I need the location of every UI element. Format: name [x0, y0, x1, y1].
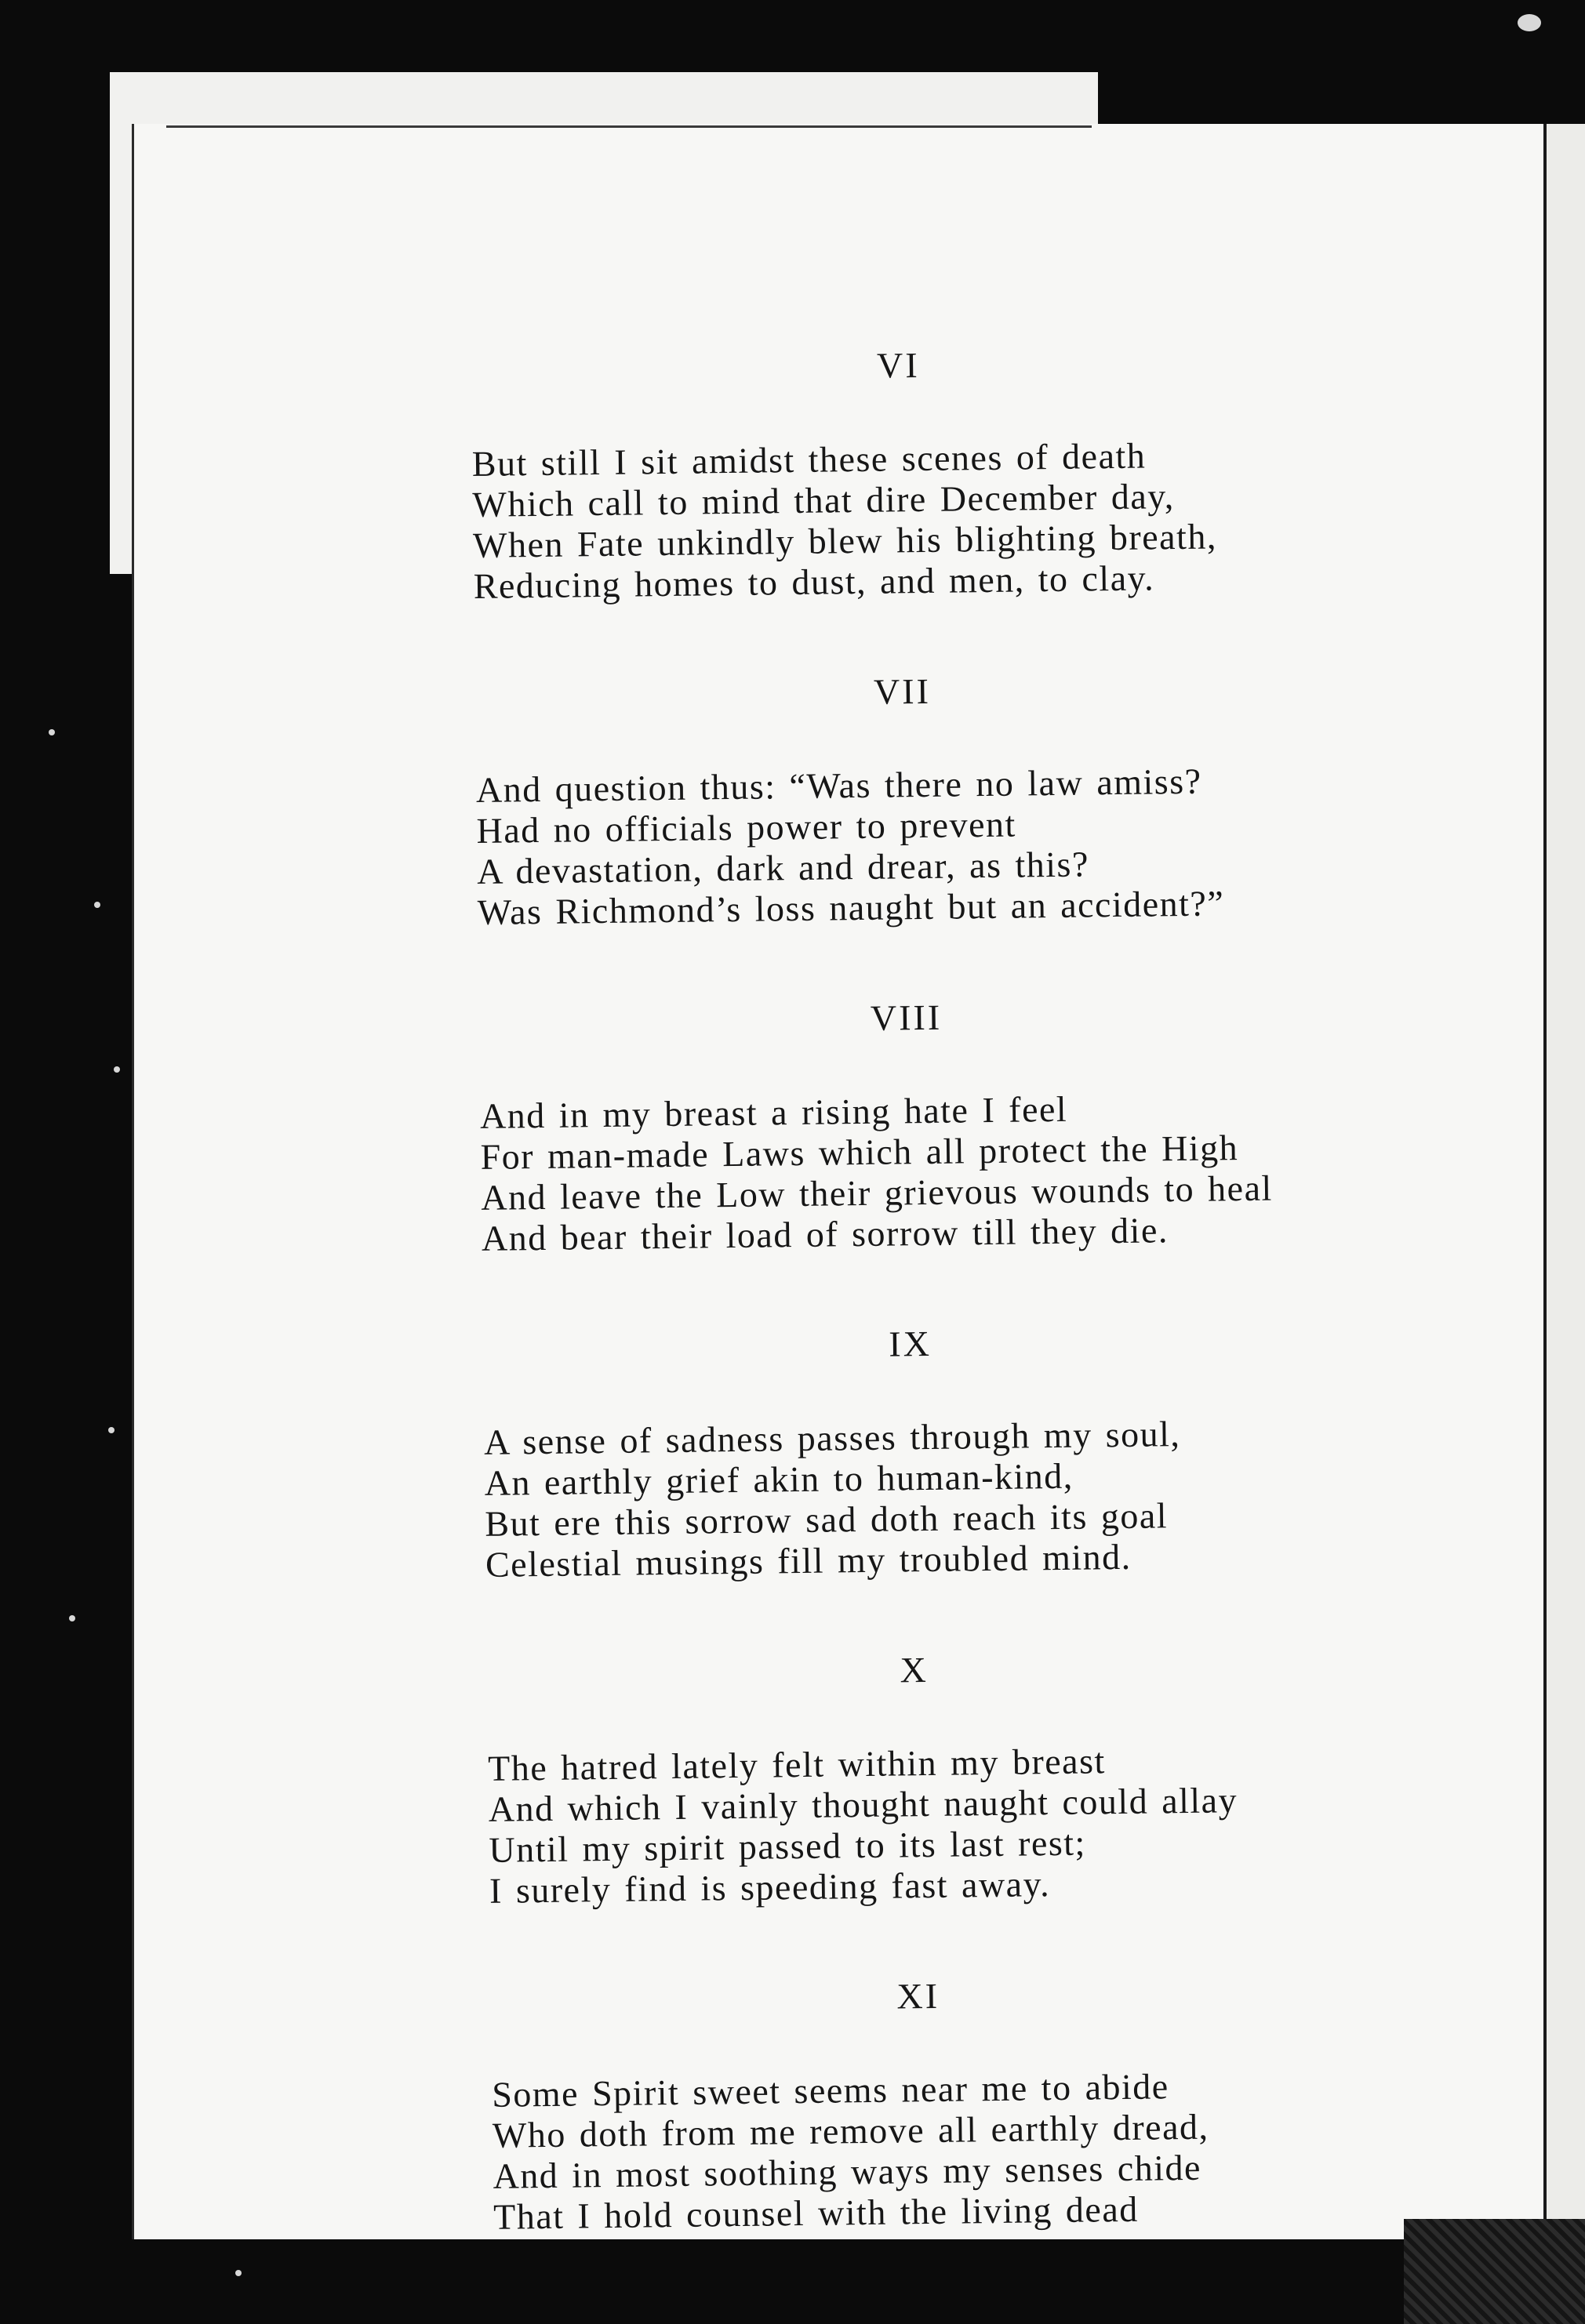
stanza-viii	[478, 985, 1501, 1259]
dust-speck	[108, 1427, 115, 1433]
verse-line: Some Spirit sweet seems near me to abide	[491, 2066, 1169, 2115]
dust-speck	[69, 1615, 75, 1621]
scan-border-noise	[1404, 2219, 1585, 2324]
verse-line: The hatred lately felt within my breast	[487, 1741, 1107, 1788]
stanza-numeral: VIII	[870, 997, 943, 1038]
page-top-edge	[166, 125, 1092, 128]
verse-line: And bear their load of sorrow till they die.	[481, 1210, 1169, 1258]
verse-line: And question thus: “Was there no law amiss?	[475, 761, 1202, 810]
stanza-numeral: X	[900, 1649, 929, 1690]
verse-line: A devastation, dark and drear, as this?	[476, 844, 1090, 891]
dust-speck	[114, 1066, 120, 1073]
verse-line: Which call to mind that dire December day,	[472, 476, 1175, 525]
verse-line: That I hold counsel with the living dead	[493, 2188, 1139, 2237]
verse-line: But ere this sorrow sad doth reach its goal	[485, 1495, 1169, 1544]
verse-line: And which I vainly thought naught could allay	[488, 1780, 1238, 1829]
dust-speck	[94, 902, 100, 908]
verse-line: And leave the Low their grievous wounds to heal	[480, 1167, 1274, 1218]
stanza-vii	[474, 659, 1497, 933]
verse-line: A sense of sadness passes through my soul,	[483, 1414, 1181, 1462]
stanza-vi	[471, 332, 1493, 607]
stanza-x	[486, 1637, 1509, 1912]
next-page-edge	[1543, 124, 1585, 2239]
verse-line: Who doth from me remove all earthly dread,	[492, 2106, 1209, 2155]
stanza-numeral: XI	[896, 1975, 940, 2017]
verse-line: For man-made Laws which all protect the High	[480, 1128, 1239, 1177]
stanza-numeral: IX	[889, 1323, 932, 1364]
verse-line: When Fate unkindly blew his blighting breath,	[472, 516, 1218, 565]
stanza-numeral: VII	[873, 670, 932, 712]
stanza-numeral: VI	[876, 345, 920, 386]
dust-speck	[235, 2270, 242, 2276]
verse-line: I surely find is speeding fast away.	[489, 1864, 1051, 1911]
dust-speck	[1518, 14, 1541, 31]
verse-line: Celestial musings fill my troubled mind.	[485, 1536, 1132, 1585]
verse-line: And in most soothing ways my senses chide	[493, 2147, 1202, 2196]
dust-speck	[49, 729, 55, 735]
verse-line: Reducing homes to dust, and men, to clay.	[473, 557, 1155, 606]
verse-line: And in my breast a rising hate I feel	[479, 1088, 1068, 1136]
verse-line: An earthly grief akin to human-kind,	[484, 1455, 1074, 1503]
verse-line: Had no officials power to prevent	[476, 804, 1017, 851]
verse-line: But still I sit amidst these scenes of death	[471, 435, 1147, 484]
stanza-ix	[482, 1311, 1505, 1585]
poem	[471, 332, 1513, 2238]
verse-line: Until my spirit passed to its last rest;	[489, 1822, 1087, 1870]
verse-line: Was Richmond’s loss naught but an accident?”	[477, 883, 1225, 932]
stanza-xi	[490, 1963, 1513, 2238]
